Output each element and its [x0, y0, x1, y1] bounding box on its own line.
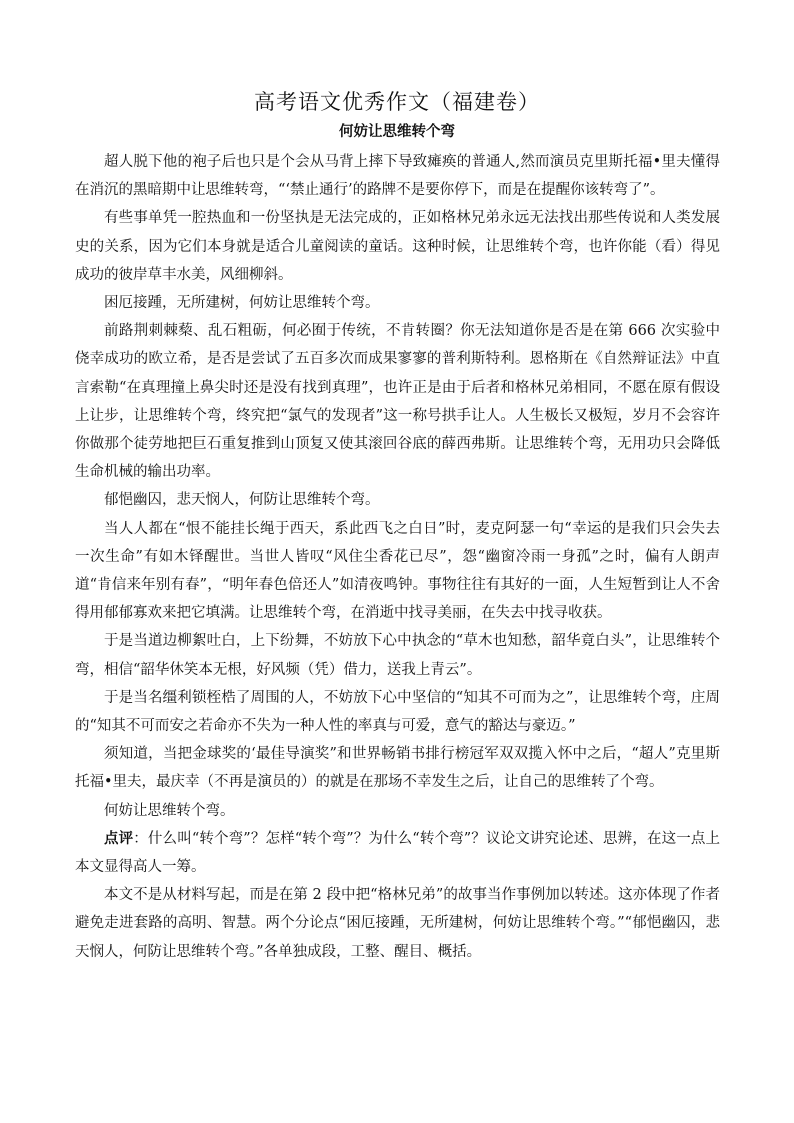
paragraph-1: 超人脱下他的袍子后也只是个会从马背上摔下导致瘫痪的普通人,然而演员克里斯托福•里夫懂得在消沉的黑暗期中让思维转弯，“‘禁止通行’的路牌不是要你停下，而是在提醒你该转弯了”。 — [75, 154, 720, 199]
paragraph-4: 前路荆刺棘蔾、乱石粗砺，何必囿于传统，不肯转圈？你无法知道你是否是在第 666 次实验中侥幸成功的欧立希，是否是尝试了五百多次而成果寥寥的普利斯特利。恩格斯在《自然辩证法》中直言索勒“在真理撞上鼻尖时还是没有找到真理”，也许正是由于后者和格林兄弟相同，不愿在原有假设上让步，让思维转个弯，终究把“氯气的发现者”这一称号拱手让人。人生极长又极短，岁月不会容许你做那个徒劳地把巨石重复推到山顶复又使其滚回谷底的薛西弗斯。让思维转个弯，无用功只会降低生命机械的输出功率。 — [75, 323, 720, 481]
paragraph-7: 于是当道边柳絮吐白，上下纷舞，不妨放下心中执念的“草木也知愁，韶华竟白头”，让思维转个弯，相信“韶华休笑本无根，好风频（凭）借力，送我上青云”。 — [75, 633, 720, 678]
paragraph-8: 于是当名缰利锁桎梏了周围的人，不妨放下心中坚信的“知其不可而为之”，让思维转个弯，庄周的“知其不可而安之若命亦不失为一种人性的率真与可爱，意气的豁达与豪迈。” — [75, 689, 720, 735]
page-title: 高考语文优秀作文（福建卷） — [254, 90, 540, 114]
paragraph-2: 有些事单凭一腔热血和一份坚执是无法完成的，正如格林兄弟永远无法找出那些传说和人类发展史的关系，因为它们本身就是适合儿童阅读的童话。这种时候，让思维转个弯，也许你能（看）得见成功的彼岸草丰水美，风细柳斜。 — [75, 210, 720, 283]
comment-text: ：什么叫“转个弯”？怎样“转个弯”？为什么“转个弯”？议论文讲究论述、思辨，在这一点上本文显得高人一筹。 — [75, 830, 720, 876]
essay-body — [75, 148, 720, 966]
paragraph-5: 郁悒幽囚，悲天悯人，何防让思维转个弯。 — [104, 492, 380, 509]
comment-paragraph — [75, 825, 720, 881]
paragraph-3: 困厄接踵，无所建树，何妨让思维转个弯。 — [104, 295, 380, 312]
paragraph-10: 何妨让思维转个弯。 — [104, 802, 235, 819]
paragraph-6: 当人人都在“恨不能挂长绳于西天，系此西飞之白日”时，麦克阿瑟一句“幸运的是我们只会失去一次生命”有如木铎醒世。当世人皆叹“风住尘香花已尽”，怨“幽窗冷雨一身孤”之时，偏有人朗声道“肯信来年别有春”，“明年春色倍还人”如清夜鸣钟。事物往往有其好的一面，人生短暂到让人不舍得用郁郁寡欢来把它填满。让思维转个弯，在消逝中找寻美丽，在失去中找寻收获。 — [75, 520, 720, 622]
essay-title: 何妨让思维转个弯 — [339, 124, 455, 140]
paragraph-9: 须知道，当把金球奖的‘最佳导演奖”和世界畅销书排行榜冠军双双揽入怀中之后，“超人”克里斯托福•里夫，最庆幸（不再是演员的）的就是在那场不幸发生之后，让自己的思维转了个弯。 — [75, 746, 720, 791]
final-paragraph: 本文不是从材料写起，而是在第 2 段中把“格林兄弟”的故事当作事例加以转述。这亦体现了作者避免走进套路的高明、智慧。两个分论点“困厄接踵，无所建树，何妨让思维转个弯。”“郁悒幽囚，悲天悯人，何防让思维转个弯。”各单独成段，工整、醒目、概括。 — [75, 887, 720, 960]
comment-label: 点评 — [104, 829, 134, 847]
